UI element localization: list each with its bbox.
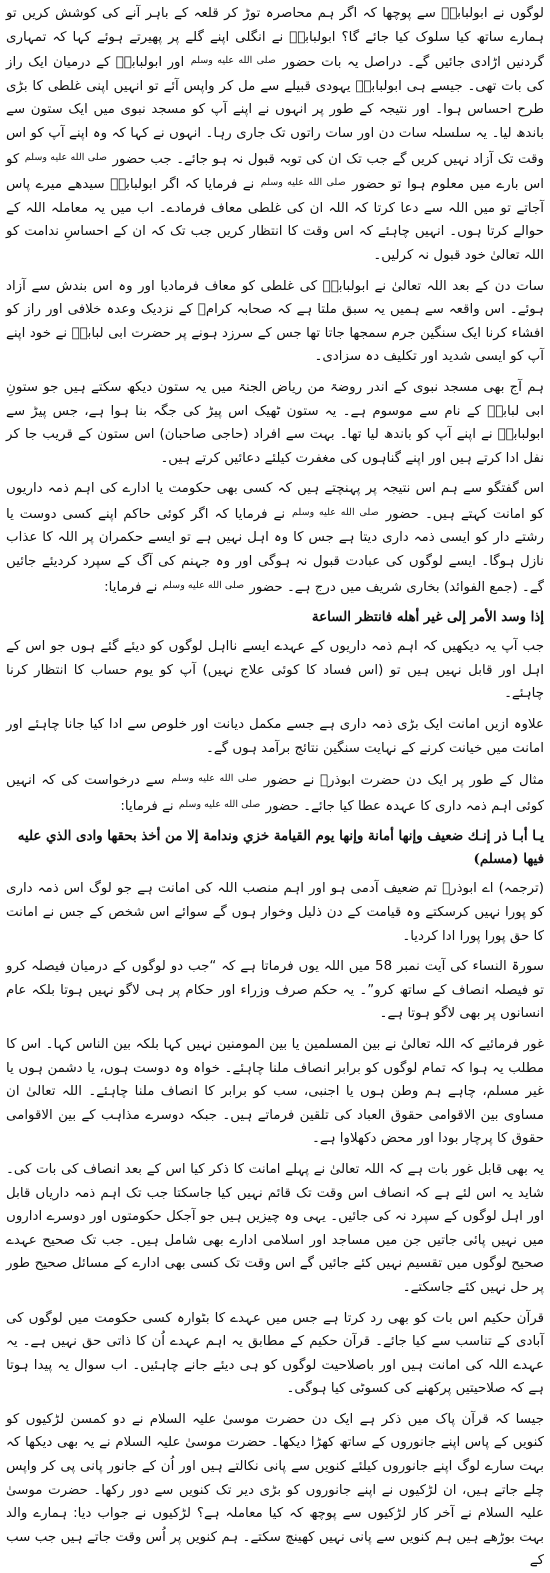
salutation-mark: صلى الله عليه وسلم [260, 177, 346, 189]
text-segment: اور ابولبابہؓ کے درمیان ایک راز کی بات تھی۔ جیسے ہی ابولبابہؓ یہودی قبیلے سے مل کر واپس آئے تو انہیں اپنی غلطی کا بڑی طرح احساس ہوا۔ اور نتیجہ کے طور پر انہوں نے اپنے آپ کو مسجد نبوی میں ایک ستون سے باندھ لیا۔ یہ سلسلہ سات دن اور سات راتوں تک جاری رہا۔ انہوں نے کہا کہ وہ اپنے آپ کو اس وقت تک آزاد نہیں کریں گے جب تک ان کی توبہ قبول نہ ہو جائے۔ جب حضور [6, 55, 544, 167]
paragraph-justice-for-all: غور فرمائیے کہ اللہ تعالیٰ نے بین المسلمین یا بین المومنین نہیں کہا بلکہ بین الناس کہا۔ اس کا مطلب یہ ہوا کہ تمام لوگوں کو برابر انصاف ملنا چاہئے۔ خواہ وہ دوست ہوں، یا دشمن ہوں یا غیر مسلم، چاہے ہم وطن ہوں یا اجنبی، سب کو برابر کا انصاف ملنا چاہئے۔ اللہ تعالیٰ ان مساوی بین الاقوامی حقوق العباد کی تلقین فرماتے ہیں۔ جبکہ دوسرے مذاہب کے بین الاقوامی حقوق کا پرچار بودا اور محض دکھلاوا ہے۔ [6, 1036, 544, 1147]
salutation-mark: صلى الله عليه وسلم [292, 506, 379, 518]
text-segment: نے فرمایا کہ اگر ابولبابہؓ سیدھے میرے پاس آجاتے تو میں اللہ سے دعا کرتا کہ اللہ ان کی غلطی معاف فرمادے۔ اب میں یہ معاملہ اللہ کے حوالے کرتا ہوں۔ انہیں چاہئے کہ اس وقت کا انتظار کریں جب تک کہ ان کے احساسِ ندامت کو اللہ تعالیٰ خود قبول نہ کرلیں۔ [6, 177, 544, 263]
paragraph-musa-story: جیسا کہ قرآن پاک میں ذکر ہے ایک دن حضرت موسیٰ علیہ السلام نے دو کمسن لڑکیوں کو کنویں کے پاس اپنے جانوروں کے ساتھ کھڑا دیکھا۔ حضرت موسیٰ علیہ السلام نے یہ بھی دیکھا کہ بہت سارے لوگ اپنے جانوروں کیلئے کنویں سے پانی نکالتے ہیں اور اُن کے جانور پانی پی کر واپس چلے جاتے ہیں، ان لڑکیوں نے اپنے جانوروں کو بڑی دیر تک کنویں سے دور رکھا۔ حضرت موسیٰ علیہ السلام نے آخر کار لڑکیوں سے پوچھ کہ کیا معاملہ ہے؟ لڑکیوں نے جواب دیا: ہمارے والد بہت بوڑھے ہیں ہم کنویں سے پانی نہیں کھینچ سکتے۔ ہم کنویں پر اُس وقت جاتے ہیں جب سب کے [6, 1411, 544, 1569]
paragraph-pillar: ہم آج بھی مسجد نبوی کے اندر روضۃ من ریاض الجنۃ میں یہ ستون دیکھ سکتے ہیں جو ستونِ ابی لبابہؓ کے نام سے موسوم ہے۔ یہ ستون ٹھیک اس پیڑ کی جگہ بنا ہوا ہے، جس پیڑ سے ابولبابہؓ نے اپنے آپ کو باندھ لیا تھا۔ بہت سے افراد (حاجی صاحبان) اس ستون کے قریب جا کر نفل ادا کرتے ہیں اور اپنے گناہوں کی مغفرت کیلئے دعائیں کرتے ہیں۔ [6, 379, 544, 466]
salutation-mark: صلى الله عليه وسلم [162, 579, 245, 591]
text-segment: اس گفتگو سے ہم اس نتیجہ پر پہنچتے ہیں کہ کسی بھی حکومت یا ادارے کی اہم ذمہ داریوں کو امانت کہتے ہیں۔ حضور [6, 481, 545, 522]
paragraph-abu-dharr [6, 767, 544, 818]
paragraph-hadith-explanation: جب آپ یہ دیکھیں کہ اہم ذمہ داریوں کے عہدے ایسے نااہل لوگوں کو دیئے گئے ہوں جو اس کے اہل اور قابل نہیں ہیں تو (اس فساد کا کوئی علاج نہیں) آپ کو یوم حساب کا انتظار کرنا چاہئے۔ [6, 639, 544, 702]
salutation-mark: صلى الله عليه وسلم [24, 151, 108, 163]
salutation-mark: صلى الله عليه وسلم [178, 798, 261, 810]
paragraph-forgiveness: سات دن کے بعد اللہ تعالیٰ نے ابولبابہؓ کی غلطی کو معاف فرمادیا اور وہ اس بندش سے آزاد ہوئے۔ اس واقعہ سے ہمیں یہ سبق ملتا ہے کہ صحابہ کرامؓ کے نزدیک وعدہ خلافی اور راز کو افشاء کرنا ایک سنگین جرم سمجھا جاتا تھا جس کے سرزد ہونے پر حضرت ابی لبابہؓ نے خود اپنے آپ کو ایسی شدید اور تکلیف دہ سزادی۔ [6, 278, 544, 365]
text-segment: سے درخواست کی کہ انہیں کوئی اہم ذمہ داری کا عہدہ عطا کیا جائے۔ حضور [6, 773, 544, 814]
paragraph-translation: (ترجمہ) اے ابوذرؓ تم ضعیف آدمی ہو اور اہم منصب اللہ کی امانت ہے جو لوگ اس ذمہ داری کو پورا نہیں کرسکتے وہ قیامت کے دن ذلیل وخوار ہوں گے سوائے اس شخص کے جس نے امانت کا حق پورا پورا ادا کردیا۔ [6, 881, 544, 944]
paragraph-surah-nisa: سورۃ النساء کی آیت نمبر 58 میں اللہ یوں فرماتا ہے کہ “جب دو لوگوں کے درمیان فیصلہ کرو تو فیصلہ انصاف کے ساتھ کرو”۔ یہ حکم صرف وزراء اور حکام پر ہی لاگو نہیں ہوتا بلکہ عام انسانوں پر بھی لاگو ہوتا ہے۔ [6, 959, 544, 1022]
paragraph-trust-responsibility: علاوہ ازیں امانت ایک بڑی ذمہ داری ہے جسے مکمل دیانت اور خلوص سے ادا کیا جانا چاہئے اور امانت میں خیانت کرنے کے نہایت سنگین نتائج برآمد ہوں گے۔ [6, 717, 544, 756]
paragraph-quran-offices: قرآن حکیم اس بات کو بھی رد کرتا ہے جس میں عہدے کا بٹوارہ کسی حکومت میں لوگوں کی آبادی کے تناسب سے کیا جائے۔ قرآن حکیم کے مطابق یہ اہم عہدے اُن کا ذاتی حق نہیں ہے۔ یہ عہدے اللہ کی امانت ہیں اور باصلاحیت لوگوں کو ہی دیئے جانے چاہئیں۔ اب سوال یہ پیدا ہوتا ہے کہ صلاحیتیں پرکھنے کی کسوٹی کیا ہوگی۔ [6, 1310, 544, 1397]
hadith-quote: يـا أبـا ذر إنـك ضعيف وإنها أمانة وإنها يوم القيامة خزي وندامة إلا من أخذ بحقها وادى الذي عليه فيها (مسلم) [17, 828, 544, 868]
paragraph-abu-lubaba-story [6, 2, 544, 268]
text-segment: نے فرمایا کہ اگر کوئی حاکم اپنے کسی دوست یا رشتے دار کو ایسی ذمہ داری دیتا ہے جس کا وہ اہل نہیں ہے تو ایسے حکمران پر اللہ کا عذاب نازل ہوگا۔ ایسے لوگوں کی عبادت قبول نہ ہوگی اور وہ جہنم کی آگ کے سپرد کردیئے جائیں گے۔ (جمع الفوائد) بخاری شریف میں درج ہے۔ حضور [6, 506, 544, 595]
salutation-mark: صلى الله عليه وسلم [190, 55, 276, 67]
hadith-quote: إذا وسد الأمر إلى غير أهله فانتظر الساعة [311, 609, 544, 626]
text-segment: نے فرمایا: [120, 798, 178, 814]
salutation-mark: صلى الله عليه وسلم [171, 773, 258, 785]
text-segment: نے فرمایا: [104, 579, 162, 595]
text-segment: لوگوں نے ابولبابہؓ سے پوچھا کہ اگر ہم محاصرہ توڑ کر قلعہ کے باہر آنے کی کوشش کریں تو ہمارے ساتھ کیا سلوک کیا جائے گا؟ ابولبابہؓ نے انگلی اپنے گلے پر پھیرتے ہوئے کہا کہ تمہاری گردنیں اڑادی جائیں گے۔ دراصل یہ بات حضور [6, 6, 544, 71]
text-segment: مثال کے طور پر ایک دن حضرت ابوذرؓ نے حضور [258, 773, 544, 789]
paragraph-amanah [6, 477, 544, 599]
paragraph-trust-before-justice: یہ بھی قابل غور بات ہے کہ اللہ تعالیٰ نے پہلے امانت کا ذکر کیا اس کے بعد انصاف کی بات کی۔ شاید یہ اس لئے ہے کہ انصاف اس وقت تک قائم نہیں کیا جاسکتا جب تک اہم ذمہ داریاں قابل اور اہل لوگوں کے سپرد نہ کی جائیں۔ یہی وہ چیزیں ہیں جو آجکل حکومتوں اور دوسرے اداروں میں نہیں پائی جاتیں جن میں مساجد اور اسلامی ادارے بھی شامل ہیں۔ جب تک صحیح عہدے صحیح لوگوں میں تقسیم نہیں کئے جائیں گے اس وقت تک کسی بھی ادارے کے مسائل صحیح طور پر حل نہیں کئے جاسکتے۔ [6, 1161, 544, 1295]
text-segment: کو اس بارے میں معلوم ہوا تو حضور [6, 151, 544, 193]
